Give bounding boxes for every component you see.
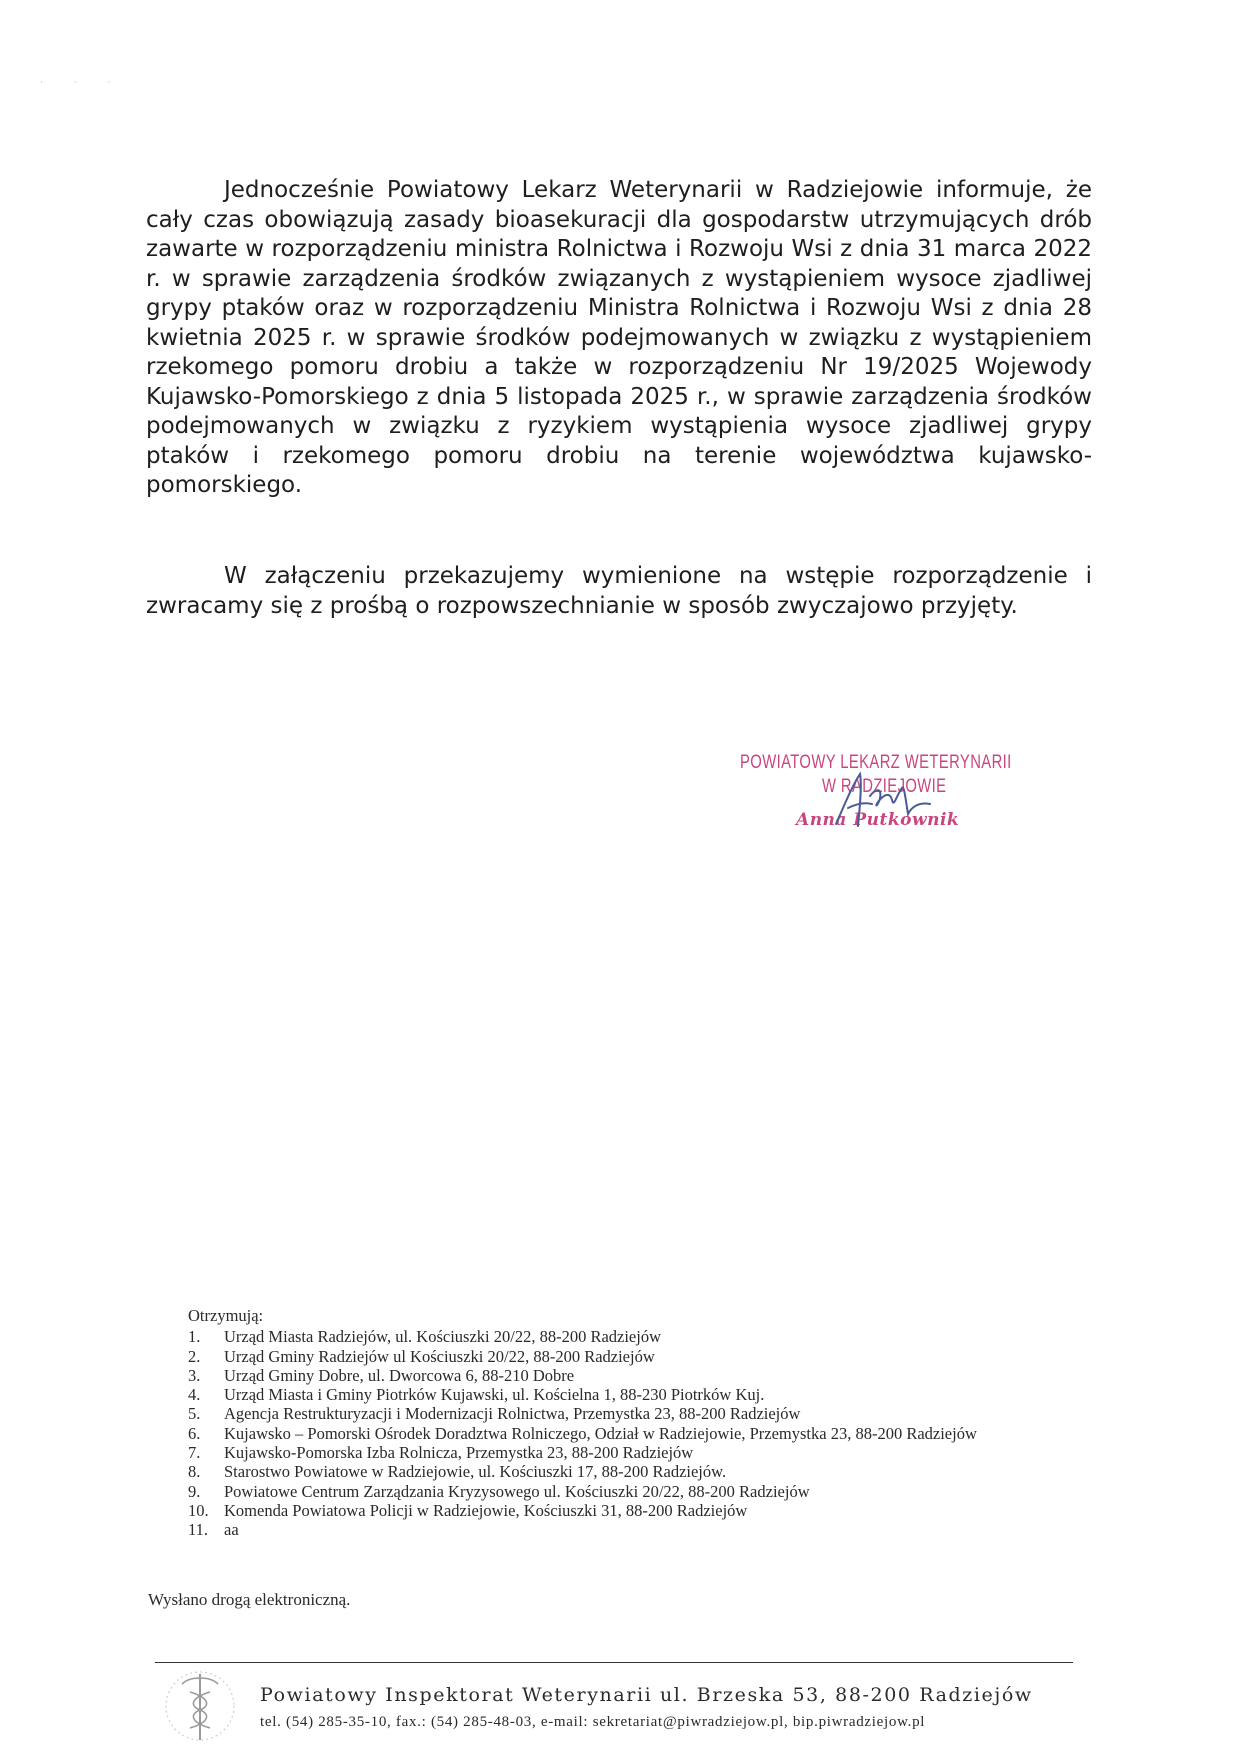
list-item-text: Starostwo Powiatowe w Radziejowie, ul. Kościuszki 17, 88-200 Radziejów. <box>224 1462 727 1482</box>
footer-divider <box>155 1662 1073 1663</box>
stamp-location: W RADZIEJOWIE <box>822 776 947 797</box>
list-item <box>188 1327 1048 1346</box>
handwritten-signature <box>830 766 950 836</box>
paragraph-zalacznik: W załączeniu przekazujemy wymienione na wstępie rozporządzenie i zwracamy się z prośbą o rozpowszechnianie w sposób zwyczajowo przyjęty. <box>146 563 1092 619</box>
list-item <box>188 1501 1048 1520</box>
list-item <box>188 1366 1048 1385</box>
list-item-text: Urząd Miasta Radziejów, ul. Kościuszki 20/22, 88-200 Radziejów <box>224 1327 662 1347</box>
list-item-text: Urząd Gminy Radziejów ul Kościuszki 20/22, 88-200 Radziejów <box>224 1346 655 1366</box>
list-item-number: 5. <box>188 1404 201 1424</box>
footer-organization: Powiatowy Inspektorat Weterynarii ul. Brzeska 53, 88-200 Radziejów <box>260 1684 1033 1706</box>
list-item-number: 3. <box>188 1365 201 1385</box>
list-item-number: 4. <box>188 1385 201 1405</box>
list-item <box>188 1385 1048 1404</box>
list-item <box>188 1520 1048 1539</box>
paragraph-bioasekuracja: Jednocześnie Powiatowy Lekarz Weterynarii w Radziejowie informuje, że cały czas obowiązują zasady bioasekuracji dla gospodarstw utrzymujących drób zawarte w rozporządzeniu ministra Rolnictwa i Rozwoju Wsi z dnia 31 marca 2022 r. w sprawie zarządzenia środków związanych z wystąpieniem wysoce zjadliwej grypy ptaków oraz w rozporządzeniu Ministra Rolnictwa i Rozwoju Wsi z dnia 28 kwietnia 2025 r. w sprawie środków podejmowanych w związku z wystąpieniem rzekomego pomoru drobiu a także w rozporządzeniu Nr 19/2025 Wojewody Kujawsko-Pomorskiego z dnia 5 listopada 2025 r., w sprawie zarządzenia środków podejmowanych w związku z ryzykiem wystąpienia wysoce zjadliwej grypy ptaków i rzekomego pomoru drobiu na terenie województwa kujawsko-pomorskiego. <box>146 177 1092 498</box>
list-item-text: Urząd Gminy Dobre, ul. Dworcowa 6, 88-210 Dobre <box>224 1365 575 1385</box>
list-item <box>188 1404 1048 1423</box>
list-item <box>188 1347 1048 1366</box>
list-item <box>188 1462 1048 1481</box>
sent-electronically-note: Wysłano drogą elektroniczną. <box>148 1590 351 1609</box>
footer-contact-details: tel. (54) 285-35-10, fax.: (54) 285-48-03, e-mail: sekretariat@piwradziejow.pl, bip.piwradziejow.pl <box>260 1714 926 1730</box>
list-item-number: 7. <box>188 1443 201 1463</box>
recipients-items <box>188 1327 1048 1539</box>
list-item <box>188 1443 1048 1462</box>
list-item-number: 6. <box>188 1423 201 1443</box>
list-item-text: Urząd Miasta i Gminy Piotrków Kujawski, ul. Kościelna 1, 88-230 Piotrków Kuj. <box>224 1385 765 1405</box>
list-item <box>188 1424 1048 1443</box>
list-item-text: Kujawsko-Pomorska Izba Rolnicza, Przemystka 23, 88-200 Radziejów <box>224 1443 694 1463</box>
list-item-text: Kujawsko – Pomorski Ośrodek Doradztwa Rolniczego, Odział w Radziejowie, Przemystka 23, 88-200 Radziejów <box>224 1423 977 1443</box>
recipients-list <box>188 1306 1048 1540</box>
scan-artifact: · · · <box>40 78 125 88</box>
recipients-title: Otrzymują: <box>188 1306 264 1325</box>
stamp-title: POWIATOWY LEKARZ WETERYNARII <box>740 752 1012 773</box>
list-item <box>188 1482 1048 1501</box>
stamp-signatory-name: Anna Putkownik <box>796 810 960 830</box>
list-item-number: 10. <box>188 1500 209 1520</box>
list-item-text: Komenda Powiatowa Policji w Radziejowie, Kościuszki 31, 88-200 Radziejów <box>224 1500 748 1520</box>
list-item-text: Agencja Restrukturyzacji i Modernizacji Rolnictwa, Przemystka 23, 88-200 Radziejów <box>224 1404 801 1424</box>
list-item-number: 9. <box>188 1481 201 1501</box>
list-item-text: Powiatowe Centrum Zarządzania Kryzysowego ul. Kościuszki 20/22, 88-200 Radziejów <box>224 1481 810 1501</box>
list-item-number: 8. <box>188 1462 201 1482</box>
list-item-number: 11. <box>188 1520 209 1540</box>
caduceus-icon <box>160 1666 240 1746</box>
list-item-number: 2. <box>188 1346 201 1366</box>
list-item-text: aa <box>224 1520 239 1540</box>
list-item-number: 1. <box>188 1327 201 1347</box>
